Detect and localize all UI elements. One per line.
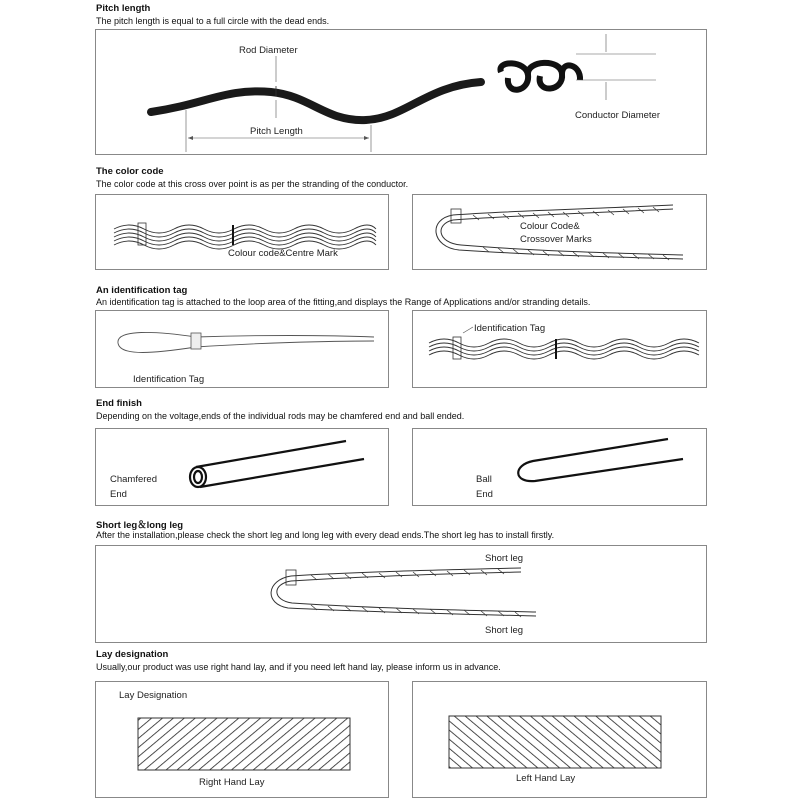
colour-code-centre-mark-label: Colour code&Centre Mark <box>228 248 338 259</box>
pitch-length-diagram <box>96 30 706 154</box>
colour-code-label: Colour Code& <box>520 221 580 232</box>
pitch-length-title: Pitch length <box>96 3 151 14</box>
short-leg-top-label: Short leg <box>485 553 524 564</box>
tagged-rod-drawing <box>413 311 706 387</box>
left-hand-lay-box <box>412 681 707 798</box>
end-finish-title: End finish <box>96 398 142 409</box>
chamfered-end-drawing <box>96 429 388 505</box>
crossover-marks-label: Crossover Marks <box>520 234 592 245</box>
color-code-title: The color code <box>96 166 164 177</box>
pitch-length-description: The pitch length is equal to a full circle with the dead ends. <box>96 16 330 26</box>
identification-tag-left-label: Identification Tag <box>133 374 205 385</box>
end-finish-left-box <box>95 428 389 506</box>
right-hand-lay-label: Right Hand Lay <box>199 777 265 788</box>
color-code-right-box <box>412 194 707 270</box>
end-finish-right-box <box>412 428 707 506</box>
short-long-leg-box <box>95 545 707 643</box>
chamfered-label: Chamfered <box>110 474 157 485</box>
end-finish-description: Depending on the voltage,ends of the individual rods may be chamfered end and ball ended. <box>96 411 465 421</box>
ball-end-label: End <box>476 489 493 500</box>
chamfered-end-label: End <box>110 489 127 500</box>
lay-designation-description: Usually,our product was use right hand lay, and if you need left hand lay, please inform us in advance. <box>96 662 501 672</box>
lay-designation-title: Lay designation <box>96 649 169 660</box>
color-code-description: The color code at this cross over point is as per the stranding of the conductor. <box>96 179 409 189</box>
dead-end-drawing <box>413 195 706 269</box>
identification-tag-right-box <box>412 310 707 388</box>
short-long-leg-title: Short leg＆long leg <box>96 520 184 531</box>
identification-tag-right-label: Identification Tag <box>474 323 546 334</box>
identification-tag-description: An identification tag is attached to the loop area of the fitting,and displays the Range of Applications and/or stranding details. <box>96 297 591 307</box>
short-long-leg-description: After the installation,please check the short leg and long leg with every dead ends.The short leg has to install firstly. <box>96 530 555 540</box>
pitch-length-label: Pitch Length <box>250 126 303 137</box>
pitch-length-box <box>95 29 707 155</box>
short-leg-bottom-label: Short leg <box>485 625 524 636</box>
right-hand-lay-box <box>95 681 389 798</box>
rod-diameter-label: Rod Diameter <box>239 45 298 56</box>
identification-tag-left-box <box>95 310 389 388</box>
ball-label: Ball <box>476 474 492 485</box>
identification-tag-title: An identification tag <box>96 285 188 296</box>
ball-end-drawing <box>413 429 706 505</box>
conductor-diameter-label: Conductor Diameter <box>575 110 661 121</box>
color-code-left-box <box>95 194 389 270</box>
lay-designation-label: Lay Designation <box>119 690 188 701</box>
short-long-leg-drawing <box>96 546 706 642</box>
left-hand-lay-label: Left Hand Lay <box>516 773 576 784</box>
